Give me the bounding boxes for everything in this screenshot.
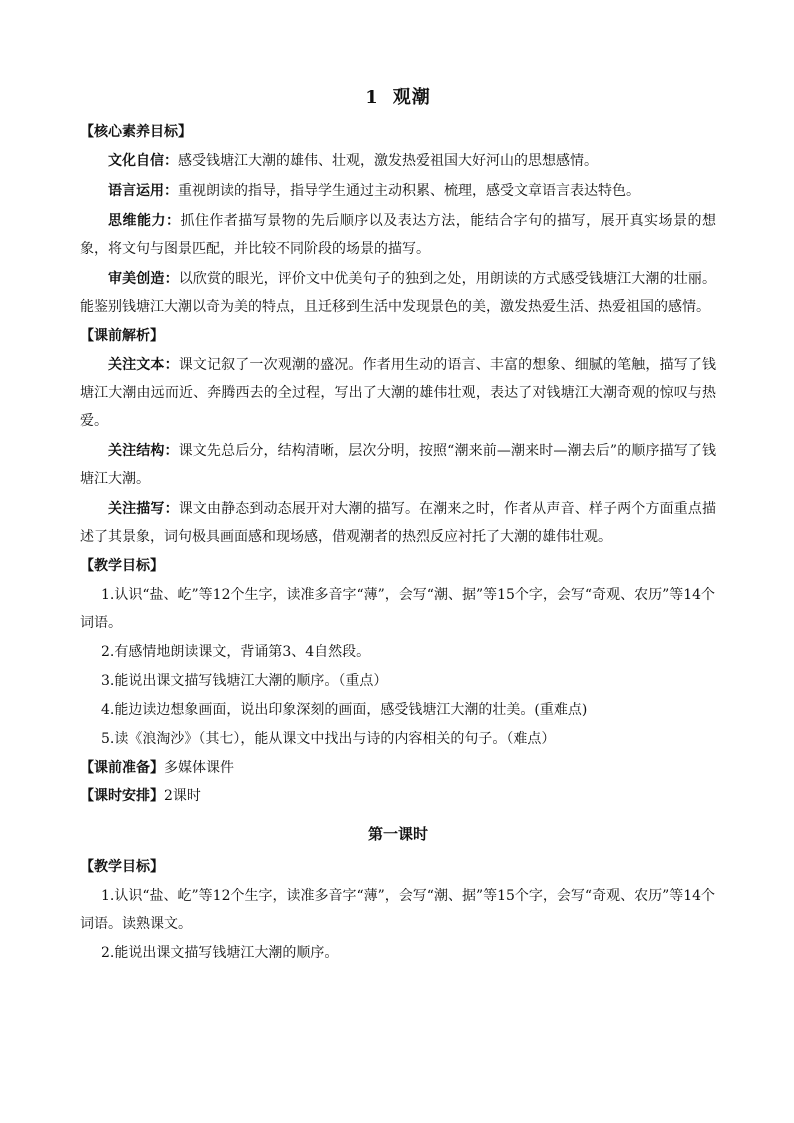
analysis-structure-focus — [80, 437, 716, 493]
core-goals-heading: 【核心素养目标】 — [80, 124, 192, 140]
schedule-text: 2课时 — [164, 788, 201, 804]
core-goal-text: 感受钱塘江大潮的雄伟、壮观，激发热爱祖国大好河山的思想感情。 — [178, 153, 598, 169]
document-content — [80, 85, 716, 968]
pre-analysis-heading: 【课前解析】 — [80, 328, 164, 344]
preparation-line — [80, 754, 716, 782]
teaching-goal-item: 1.认识“盐、屹”等12个生字，读准多音字“薄”，会写“潮、据”等15个字，会写“奇观、农历”等14个词语。 — [80, 587, 716, 631]
core-goal-thinking — [80, 207, 716, 263]
teaching-goal-item: 5.读《浪淘沙》（其七），能从课文中找出与诗的内容相关的句子。（难点） — [101, 731, 556, 747]
core-goal-text: 重视朗读的指导，指导学生通过主动积累、梳理，感受文章语言表达特色。 — [178, 183, 640, 199]
analysis-lead: 关注描写： — [108, 501, 179, 517]
teaching-goals-heading: 【教学目标】 — [80, 558, 164, 574]
analysis-description-focus — [80, 495, 716, 551]
core-goal-lead: 审美创造： — [108, 271, 179, 287]
core-goal-lead: 思维能力： — [108, 213, 181, 229]
first-lesson-goals-heading: 【教学目标】 — [80, 859, 164, 875]
core-goal-lead: 语言运用： — [108, 183, 178, 199]
analysis-text: 课文记叙了一次观潮的盛况。作者用生动的语言、丰富的想象、细腻的笔触，描写了钱塘江大潮由远而近、奔腾西去的全过程，写出了大潮的雄伟壮观，表达了对钱塘江大潮奇观的惊叹与热爱。 — [80, 357, 717, 429]
core-goal-lead: 文化自信： — [108, 153, 178, 169]
core-goal-text: 抓住作者描写景物的先后顺序以及表达方法，能结合字句的描写，展开真实场景的想象，将文句与图景匹配，并比较不同阶段的场景的描写。 — [80, 213, 717, 257]
core-goal-aesthetic — [80, 265, 716, 321]
first-lesson-title: 第一课时 — [367, 825, 428, 843]
schedule-heading: 【课时安排】 — [80, 788, 164, 804]
page-title — [80, 85, 716, 111]
lesson-title: 观潮 — [392, 87, 431, 108]
teaching-goal-item: 3.能说出课文描写钱塘江大潮的顺序。（重点） — [101, 673, 388, 689]
analysis-text: 课文由静态到动态展开对大潮的描写。在潮来之时，作者从声音、样子两个方面重点描述了其景象，词句极具画面感和现场感，借观潮者的热烈反应衬托了大潮的雄伟壮观。 — [80, 501, 717, 545]
core-goal-language — [80, 177, 716, 205]
analysis-lead: 关注文本： — [108, 357, 179, 373]
analysis-text-focus — [80, 351, 716, 435]
analysis-lead: 关注结构： — [108, 443, 179, 459]
lesson-number: 1 — [365, 87, 379, 108]
first-lesson-goal-item: 1.认识“盐、屹”等12个生字，读准多音字“薄”，会写“潮、据”等15个字，会写“奇观、农历”等14个词语。读熟课文。 — [80, 888, 716, 932]
preparation-text: 多媒体课件 — [164, 760, 234, 776]
core-goal-text: 以欣赏的眼光，评价文中优美句子的独到之处，用朗读的方式感受钱塘江大潮的壮丽。能鉴别钱塘江大潮以奇为美的特点，且迁移到生活中发现景色的美，激发热爱生活、热爱祖国的感情。 — [80, 271, 717, 315]
preparation-heading: 【课前准备】 — [80, 760, 164, 776]
first-lesson-goal-item: 2.能说出课文描写钱塘江大潮的顺序。 — [101, 945, 339, 961]
schedule-line — [80, 782, 716, 810]
teaching-goal-item: 4.能边读边想象画面，说出印象深刻的画面，感受钱塘江大潮的壮美。(重难点) — [101, 702, 588, 718]
core-goal-culture — [80, 147, 716, 175]
analysis-text: 课文先总后分，结构清晰，层次分明，按照“潮来前—潮来时—潮去后”的顺序描写了钱塘江大潮。 — [80, 443, 717, 487]
teaching-goal-item: 2.有感情地朗读课文，背诵第3、4自然段。 — [101, 644, 371, 660]
